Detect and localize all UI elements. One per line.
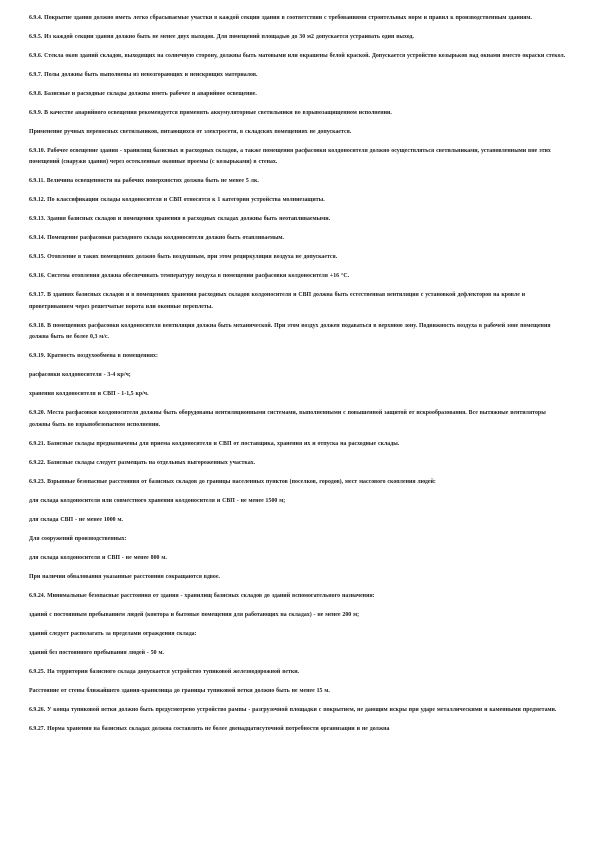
paragraph-production-structures: Для сооружений производственных:	[29, 535, 127, 542]
paragraph-distance-production: для склада колдоносителя и СВП - не менее 800 м.	[29, 554, 167, 561]
paragraph-6-9-18: 6.9.18. В помещениях расфасовки колдоносителя вентиляция должна быть механической. При этом воздух должен подаваться в верхнюю зону. Подвижность воздуха в рабочей зоне помещения должна быть не более 0,3 м/с.	[29, 322, 551, 341]
paragraph-6-9-15: 6.9.15. Отопление в таких помещениях должно быть воздушным, при этом рециркуляция воздуха не допускается.	[29, 254, 338, 261]
paragraph-exchange-rate-storage: хранения колдоносителя и СВП - 1-1,5 кр/ч.	[29, 391, 149, 398]
paragraph-6-9-21: 6.9.21. Базисные склады предназначены для приема колдоносителя и СВП от поставщика, хранения их и отпуска на расходные склады.	[29, 440, 400, 447]
paragraph-distance-svp: для склада СВП - не менее 1000 м.	[29, 516, 123, 523]
paragraph-6-9-25: 6.9.25. На территории базисного склада допускается устройство тупиковой железнодорожной ветки.	[29, 668, 300, 675]
paragraph-6-9-9: 6.9.9. В качестве аварийного освещения рекомендуется применять аккумуляторные светильники во взрывозащищенном исполнении.	[29, 110, 392, 116]
paragraph-distance-coolant: для склада колдоносителя или совместного хранения колдоносителя и СВП - не менее 1500 м;	[29, 497, 286, 504]
paragraph-portable-lamps: Применение ручных переносных светильников, питающихся от электросети, в складских помещениях не допускается.	[29, 129, 352, 135]
paragraph-outside-fence: зданий следует располагать за пределами ограждения склада:	[29, 630, 197, 637]
paragraph-6-9-20: 6.9.20. Места расфасовки колдоносителя должны быть оборудованы вентиляционными системами, выполненными с повышенной защитой от искрообразования. Все вытяжные вентиляторы должны быть во взрывобезопасном исполнении.	[29, 410, 546, 428]
paragraph-6-9-16: 6.9.16. Система отопления должна обеспечивать температуру воздуха в помещении расфасовки колдоносителя +16 °С.	[29, 273, 350, 280]
paragraph-6-9-7: 6.9.7. Полы должны быть выполнены из невозгорающих и неискрящих материалов.	[29, 72, 258, 78]
paragraph-6-9-4: 6.9.4. Покрытие здания должно иметь легко сбрасываемые участки в каждой секции здания в соответствии с требованиями строительных норм и правил к производственным зданиям.	[29, 15, 532, 21]
paragraph-6-9-14: 6.9.14. Помещение расфасовки расходного склада колдоносителя должно быть отапливаемым.	[29, 235, 285, 242]
paragraph-rail-distance: Расстояние от стены ближайшего здания-хранилища до границы тупиковой ветки должно быть не менее 15 м.	[29, 687, 330, 694]
paragraph-6-9-6: 6.9.6. Стекла окон зданий складов, выходящих на солнечную сторону, должны быть матовыми или окрашены белой краской. Допускается устройство козырьков над окнами вместо окраски стекол.	[29, 53, 566, 59]
paragraph-6-9-27: 6.9.27. Норма хранения на базисных складах должна составлять не более двенадцатисуточной потребности организации и не должна	[29, 725, 390, 732]
paragraph-6-9-17: 6.9.17. В зданиях базисных складов и в помещениях хранения расходных складов колдоносителя и СВП должна быть естественная вентиляция с установкой дефлекторов на кровле и проветриванием через решетчатые ворота или оконные переплеты.	[29, 292, 526, 310]
paragraph-exchange-rate-packing: расфасовки колдоносителя - 3-4 кр/ч;	[29, 372, 131, 379]
paragraph-no-staff-buildings: зданий без постоянного пребывания людей - 50 м.	[29, 649, 164, 656]
paragraph-6-9-19: 6.9.19. Кратность воздухообмена в помещениях:	[29, 353, 158, 360]
paragraph-6-9-23: 6.9.23. Взрывные безопасные расстояния от базисных складов до границы населенных пунктов (поселков, городов), мест массового скопления людей:	[29, 478, 436, 485]
paragraph-permanent-staff-buildings: зданий с постоянным пребыванием людей (контора и бытовые помещения для работающих на складах) - не менее 200 м;	[29, 611, 360, 618]
paragraph-embankment-note: При наличии обвалования указанные расстояния сокращаются вдвое.	[29, 573, 220, 580]
paragraph-6-9-11: 6.9.11. Величина освещенности на рабочих поверхностях должна быть не менее 5 лк.	[29, 178, 259, 185]
paragraph-6-9-10: 6.9.10. Рабочее освещение здания - хранилищ базисных и расходных складов, а также помещения расфасовки колдоносителя должно осуществляться светильниками, установленными вне этих помещений (снаружи здания) через остекленные оконные проемы (с козырьками) в стенах.	[29, 148, 551, 166]
paragraph-6-9-13: 6.9.13. Здания базисных складов и помещения хранения в расходных складах должны быть неотапливаемыми.	[29, 216, 331, 223]
paragraph-6-9-8: 6.9.8. Базисные и расходные склады должны иметь рабочее и аварийное освещение.	[29, 91, 257, 97]
paragraph-6-9-26: 6.9.26. У конца тупиковой ветки должно быть предусмотрено устройство рампы - разгрузочной площадки с покрытием, не дающим искры при ударе металлическими и каменными предметами.	[29, 706, 557, 713]
document-page	[29, 13, 567, 743]
paragraph-6-9-22: 6.9.22. Базисные склады следует размещать на отдельных выгороженных участках.	[29, 459, 256, 466]
paragraph-6-9-24: 6.9.24. Минимальные безопасные расстояния от здания - хранилищ базисных складов до зданий вспомогательного назначения:	[29, 592, 375, 599]
paragraph-6-9-5: 6.9.5. Из каждой секции здания должно быть не менее двух выходов. Для помещений площадью до 30 м2 допускается устраивать один выход.	[29, 34, 414, 40]
paragraph-6-9-12: 6.9.12. По классификации склады колдоносителя и СВП относятся к 1 категории устройства молниезащиты.	[29, 197, 325, 204]
